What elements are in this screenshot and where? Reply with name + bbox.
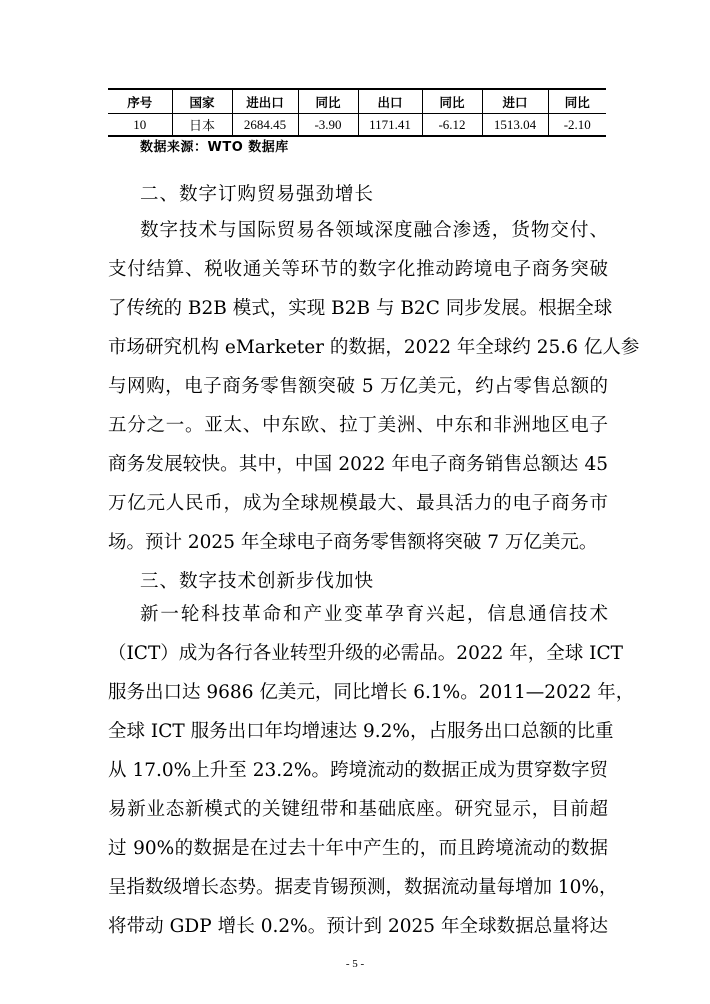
- paragraph-line: 服务出口达 9686 亿美元，同比增长 6.1%。2011—2022 年，: [108, 682, 635, 703]
- header-total-trade: 进出口: [232, 89, 298, 114]
- header-export-yoy: 同比: [422, 89, 482, 114]
- header-export: 出口: [358, 89, 422, 114]
- page-number: - 5 -: [345, 958, 365, 970]
- paragraph-line: （ICT）成为各行各业转型升级的必需品。2022 年，全球 ICT: [108, 643, 623, 664]
- paragraph-line: 场。预计 2025 年全球电子商务零售额将突破 7 万亿美元。: [108, 532, 598, 553]
- paragraph-line: 了传统的 B2B 模式，实现 B2B 与 B2C 同步发展。根据全球: [108, 298, 613, 319]
- header-country: 国家: [172, 89, 232, 114]
- paragraph-line: 支付结算、税收通关等环节的数字化推动跨境电子商务突破: [108, 259, 608, 280]
- section-two-heading: 二、数字订购贸易强劲增长: [140, 184, 375, 205]
- paragraph-line: 商务发展较快。其中，中国 2022 年电子商务销售总额达 45: [108, 454, 608, 475]
- paragraph-line: 全球 ICT 服务出口年均增速达 9.2%，占服务出口总额的比重: [108, 721, 614, 742]
- paragraph-line: 市场研究机构 eMarketer 的数据，2022 年全球约 25.6 亿人参: [108, 337, 640, 358]
- header-total-yoy: 同比: [298, 89, 358, 114]
- table-cell: 1513.04: [482, 114, 548, 137]
- paragraph-line: 数字技术与国际贸易各领域深度融合渗透，货物交付、: [140, 220, 608, 241]
- trade-data-table: [108, 88, 606, 137]
- data-source-note: 数据来源：WTO 数据库: [140, 140, 289, 155]
- paragraph-line: 呈指数级增长态势。据麦肯锡预测，数据流动量每增加 10%，: [108, 877, 618, 898]
- table-cell: 1171.41: [358, 114, 422, 137]
- paragraph-line: 五分之一。亚太、中东欧、拉丁美洲、中东和非洲地区电子: [108, 415, 608, 436]
- paragraph-line: 过 90%的数据是在过去十年中产生的，而且跨境流动的数据: [108, 838, 608, 859]
- table-header-row: [108, 89, 606, 114]
- table-cell: 10: [108, 114, 172, 137]
- paragraph-line: 新一轮科技革命和产业变革孕育兴起，信息通信技术: [140, 604, 608, 625]
- table-cell: -6.12: [422, 114, 482, 137]
- paragraph-line: 从 17.0%上升至 23.2%。跨境流动的数据正成为贯穿数字贸: [108, 760, 608, 781]
- paragraph-line: 将带动 GDP 增长 0.2%。预计到 2025 年全球数据总量将达: [108, 916, 608, 937]
- section-three-heading: 三、数字技术创新步伐加快: [140, 571, 375, 592]
- table-cell: -2.10: [548, 114, 606, 137]
- table-cell: 日本: [172, 114, 232, 137]
- paragraph-line: 万亿元人民币，成为全球规模最大、最具活力的电子商务市: [108, 493, 608, 514]
- header-import-yoy: 同比: [548, 89, 606, 114]
- table-cell: -3.90: [298, 114, 358, 137]
- table-row: [108, 114, 606, 137]
- table-cell: 2684.45: [232, 114, 298, 137]
- paragraph-line: 与网购，电子商务零售额突破 5 万亿美元，约占零售总额的: [108, 376, 608, 397]
- paragraph-line: 易新业态新模式的关键纽带和基础底座。研究显示，目前超: [108, 799, 608, 820]
- header-index: 序号: [108, 89, 172, 114]
- header-import: 进口: [482, 89, 548, 114]
